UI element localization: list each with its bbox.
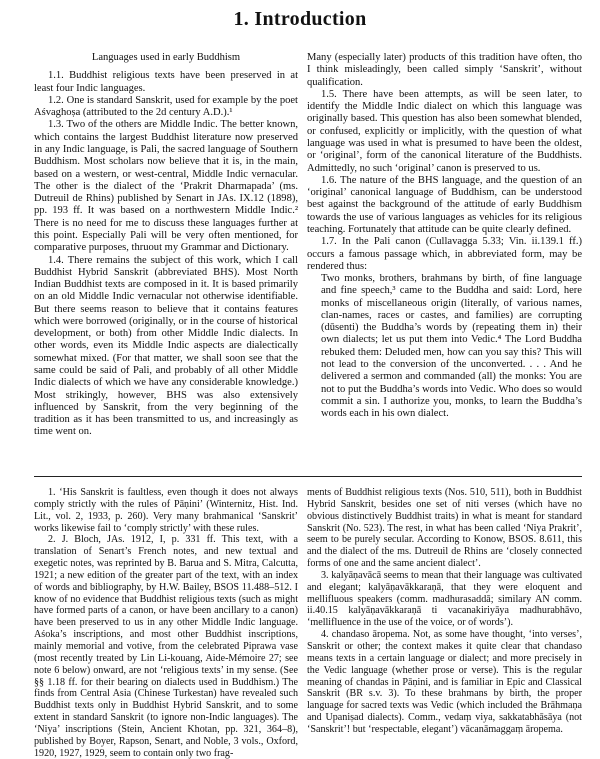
paragraph-1-4-continued: Many (especially later) products of this tradition have often, tho I think misleadingly, been called simply ‘Sanskrit’, without qualification. (307, 52, 582, 88)
paragraph-1-7: 1.7. In the Pali canon (Cullavagga 5.33; Vin. ii.139.1 ff.) occurs a famous passage which, in abbreviated form, may be rendered thus: (307, 236, 582, 272)
footnotes-left-column (34, 487, 298, 759)
footnote-4: 4. chandaso āropema. Not, as some have thought, ‘into verses’, Sanskrit or other; the context makes it quite clear that chandaso means texts in a certain language or dialect; and more precisely in the Vedic language (whether prose or verse). This is the regular meaning of chandas in Pāṇini, and is familiar in Epic and Classical Sanskrit (BR s.v. 3). To these brahmans by birth, the proper language for sacred texts was Vedic (which included the Brāhmaṇa and Upaniṣad dialects). Comm., vedaṃ viya, sakkatabhāsāya (not ‘Sanskrit’! but ‘respectable, elegant’) vācanāmaggaṃ āropema. (307, 629, 582, 735)
paragraph-1-1: 1.1. Buddhist religious texts have been preserved in at least four Indic languages. (34, 70, 298, 94)
paragraph-1-2: 1.2. One is standard Sanskrit, used for example by the poet Aśvaghoṣa (attributed to the 2d century A.D.).¹ (34, 94, 298, 119)
chapter-title: 1. Introduction (233, 8, 367, 30)
main-left-column (34, 52, 298, 439)
paragraph-1-4: 1.4. There remains the subject of this work, which I call Buddhist Hybrid Sanskrit (abbreviated BHS). Most North Indian Buddhist texts are composed in it. It is based primarily on an old Middle Indic vernacular not otherwise identifiable. But there seems reason to believe that it contains features which were borrowed (originally, or in the course of historical development, or both) from other Middle Indic dialects. In other words, even its Middle Indic aspects are dialectically somewhat mixed. (For that matter, we shall soon see that the same could be said of Pali, and probably of all other Middle Indic dialects of which we have any considerable knowledge.) Most strikingly, however, BHS was also extensively influenced by Sanskrit, from the very beginning of the tradition as it has been transmitted to us, and increasingly as time went on. (34, 254, 298, 438)
main-right-column (307, 52, 582, 420)
footnote-3: 3. kalyāṇavācā seems to mean that their language was cultivated and elegant; kalyāṇavākkaraṇā, that they were eloquent and mellifluous speakers (comm. madhurasaddā; similary AN comm. ii.40.15 kalyāṇavākkaraṇā ti vacanakiriyāya madhurabhāvo, ‘mellifluence in the use of the voice, or of words’). (307, 569, 582, 629)
paragraph-1-5: 1.5. There have been attempts, as will be seen later, to identify the Middle Indic dialect on which this language was originally based. This question has also been somewhat blended, or confused, explicitly or implicitly, with the question of what language was used in what is presumed to have been the oldest, or ‘original’, form of the canonical literature of the Buddhists. Admittedly, no such ‘original’ canon is preserved to us. (307, 88, 582, 174)
paragraph-1-6: 1.6. The nature of the BHS language, and the question of an ‘original’ canonical language of Buddhism, can be understood best against the background of the attitude of early Buddhism towards the use of various languages as vehicles for its religious teaching. Fortunately that attitude can be quite clearly defined. (307, 174, 582, 235)
section-heading: Languages used in early Buddhism (91, 52, 241, 63)
block-quote: Two monks, brothers, brahmans by birth, of fine language and fine speech,³ came to the Buddha and said: Lord, here monks of miscellaneous origin (literally, of various names, clan-names, races or castes, and families) are corrupting (dūsenti) the Buddha’s words by (repeating them in) their own dialects; let us put them into Vedic.⁴ The Lord Buddha rebuked them: Deluded men, how can you say this? This will not lead to the conversion of the unconverted. . . . And he delivered a sermon and commanded (all) the monks: You are not to put the Buddha’s words into Vedic. Who does so would commit a sin. I authorize you, monks, to learn the Buddha’s words each in his own dialect. (321, 273, 582, 420)
footnote-2-continued: ments of Buddhist religious texts (Nos. 510, 511), both in Buddhist Hybrid Sanskrit, besides one set of niti verses (which have no obvious distinctively Buddhist traits) in what is meant for standard Sanskrit (No. 523). The rest, in what has been called ‘Niya Prakrit’, seem to be purely secular. According to Konow, BSOS. 8.611, this and the dialect of the ms. Dutreuil de Rhins are ‘closely connected forms of one and the same ancient dialect’. (307, 487, 582, 570)
footnote-1: 1. ‘His Sanskrit is faultless, even though it does not always comply strictly with the rules of Pāṇini’ (Winternitz, Hist. Ind. Lit., vol. 2, 1933, p. 260). Very many brahmanical ‘Sanskrit’ works likewise fail to ‘comply strictly’ with these rules. (34, 487, 298, 534)
footnote-2: 2. J. Bloch, JAs. 1912, I, p. 331 ff. This text, with a translation of Senart’s French notes, and new textual and exegetic notes, was reprinted by B. Barua and S. Mitra, Calcutta, 1921; a new edition of the greater part of the text, with an index of words and bibliography, by H.W. Bailey, BSOS 11.488–512. I know of no evidence that Buddhist religious texts (such as might have formed parts of a canon, or have been ancillary to a canon) have been preserved to us in any other Middle Indic language. Aśoka’s inscriptions, and most other Buddhist inscriptions, mainly memorial and votive, from the celebrated Piprawa vase (most recently treated by Lin Li-kouang, Aide-Mémoire 27; see note 6 below) onward, are not ‘religious texts’ in my sense. (See §§ 1.18 ff. for their bearing on dialects used in Buddhism.) The finds from Central Asia (Chinese Turkestan) have revealed such Buddhist texts only in Buddhist Hybrid Sanskrit, and to some extent in standard Sanskrit (to ignore non-Indic languages). The ‘Niya’ inscriptions (Stein, Ancient Khotan, pp. 321, 364–8), published by Boyer, Rapson, Senart, and Noble, 3 vols., Oxford, 1920, 1927, 1929, seem to contain only two frag- (34, 534, 298, 759)
paragraph-1-3: 1.3. Two of the others are Middle Indic. The better known, which contains the largest Buddhist literature now preserved in any Indic language, is Pali, the sacred language of Southern Buddhism. Most scholars now believe that it is, in the main, based on a western, or west-central, Middle Indic vernacular. The other is the dialect of the ‘Prakrit Dharmapada’ (ms. Dutreuil de Rhins) published by Senart in JAs. IX.12 (1898), pp. 193 ff. It was based on a northwestern Middle Indic.² There is no need for me to discuss these languages further at this point. Especially Pali will be very often mentioned, for comparative purposes, thruout my Grammar and Dictionary. (34, 119, 298, 254)
footnote-divider (34, 476, 582, 477)
footnotes-right-column (307, 487, 582, 736)
